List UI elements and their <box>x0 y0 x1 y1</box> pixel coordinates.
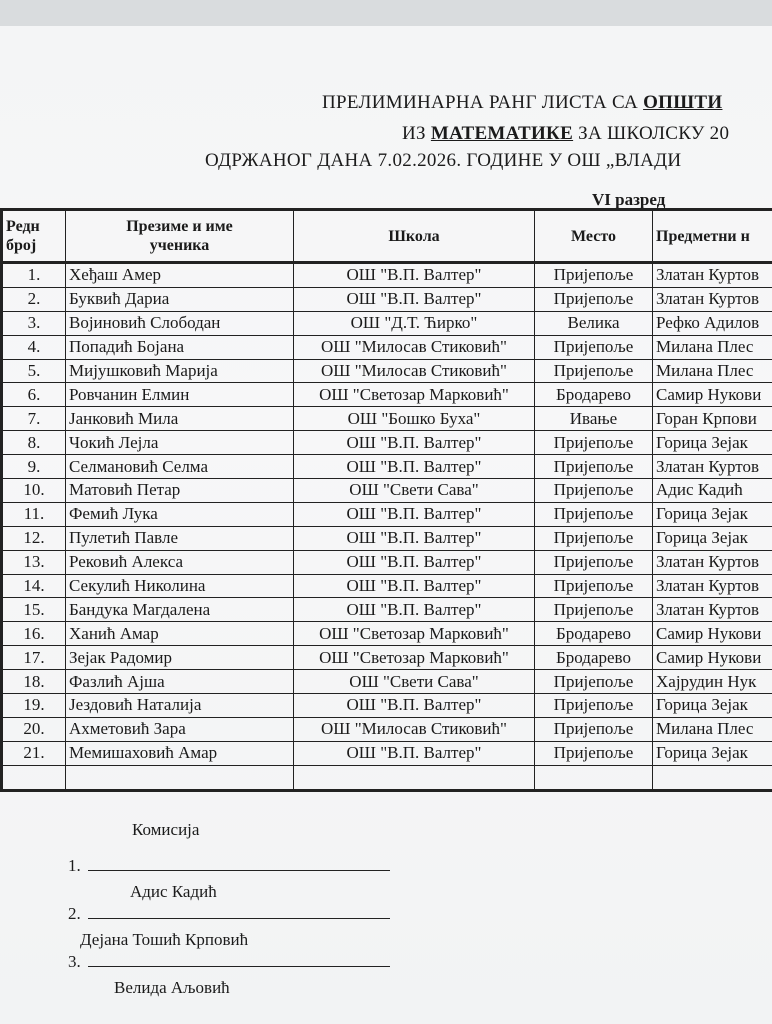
cell-place: Пријепоље <box>535 335 653 359</box>
cell-school: ОШ "В.П. Валтер" <box>294 694 535 718</box>
cell-no: 10. <box>2 479 66 503</box>
table-row <box>2 741 772 765</box>
cell-name: Пулетић Павле <box>66 526 294 550</box>
header-teacher: Предметни н <box>653 210 772 263</box>
cell-place: Бродарево <box>535 646 653 670</box>
signature-line-2: 2. <box>68 904 390 924</box>
table-row <box>2 526 772 550</box>
cell-name: Ахметовић Зара <box>66 717 294 741</box>
table-row <box>2 383 772 407</box>
cell-name: Секулић Николина <box>66 574 294 598</box>
cell-name <box>66 765 294 790</box>
cell-school: ОШ "В.П. Валтер" <box>294 431 535 455</box>
cell-place: Пријепоље <box>535 550 653 574</box>
commission-member-3: Велида Аљовић <box>114 978 230 997</box>
table-row <box>2 359 772 383</box>
cell-no: 20. <box>2 717 66 741</box>
cell-school <box>294 765 535 790</box>
cell-no: 3. <box>2 311 66 335</box>
cell-place: Пријепоље <box>535 479 653 503</box>
cell-name: Селмановић Селма <box>66 455 294 479</box>
cell-place: Ивање <box>535 407 653 431</box>
cell-teacher: Милана Плес <box>653 359 772 383</box>
cell-school: ОШ "Бошко Буха" <box>294 407 535 431</box>
cell-school: ОШ "В.П. Валтер" <box>294 263 535 288</box>
table-header-row <box>2 210 772 263</box>
header-line-3: ОДРЖАНОГ ДАНА 7.02.2026. ГОДИНЕ У ОШ „ВЛАДИ <box>205 150 682 171</box>
cell-name: Хеђаш Амер <box>66 263 294 288</box>
cell-no: 1. <box>2 263 66 288</box>
cell-teacher: Горица Зејак <box>653 431 772 455</box>
cell-school: ОШ "В.П. Валтер" <box>294 550 535 574</box>
cell-place: Пријепоље <box>535 502 653 526</box>
table-row <box>2 646 772 670</box>
cell-teacher: Милана Плес <box>653 335 772 359</box>
cell-teacher: Горица Зејак <box>653 741 772 765</box>
cell-teacher: Златан Куртов <box>653 263 772 288</box>
cell-no: 6. <box>2 383 66 407</box>
table-row <box>2 550 772 574</box>
cell-no: 12. <box>2 526 66 550</box>
cell-no: 21. <box>2 741 66 765</box>
cell-school: ОШ "Д.Т. Ћирко" <box>294 311 535 335</box>
header-name: Презиме и име ученика <box>66 210 294 263</box>
header-emph-competition: ОПШТИ <box>643 92 723 113</box>
header-place: Место <box>535 210 653 263</box>
cell-teacher: Милана Плес <box>653 717 772 741</box>
cell-no: 19. <box>2 694 66 718</box>
cell-name: Фемић Лука <box>66 502 294 526</box>
cell-place: Пријепоље <box>535 598 653 622</box>
cell-teacher: Самир Нукови <box>653 383 772 407</box>
table-row <box>2 694 772 718</box>
cell-school: ОШ "В.П. Валтер" <box>294 526 535 550</box>
table-row <box>2 502 772 526</box>
cell-teacher: Горица Зејак <box>653 694 772 718</box>
cell-school: ОШ "В.П. Валтер" <box>294 502 535 526</box>
header-school: Школа <box>294 210 535 263</box>
header-no: Редн број <box>2 210 66 263</box>
cell-no: 2. <box>2 287 66 311</box>
cell-place: Бродарево <box>535 383 653 407</box>
cell-place: Пријепоље <box>535 717 653 741</box>
cell-place: Пријепоље <box>535 526 653 550</box>
cell-place: Пријепоље <box>535 287 653 311</box>
table-row <box>2 622 772 646</box>
cell-place <box>535 765 653 790</box>
table-row <box>2 407 772 431</box>
cell-name: Матовић Петар <box>66 479 294 503</box>
cell-name: Бандука Магдалена <box>66 598 294 622</box>
header-emph-subject: МАТЕМАТИКЕ <box>430 123 574 144</box>
cell-teacher: Горица Зејак <box>653 502 772 526</box>
cell-school: ОШ "В.П. Валтер" <box>294 574 535 598</box>
commission-member-2: Дејана Тошић Крповић <box>80 930 249 949</box>
cell-place: Пријепоље <box>535 455 653 479</box>
cell-name: Фазлић Ајша <box>66 670 294 694</box>
cell-teacher: Самир Нукови <box>653 622 772 646</box>
cell-no: 13. <box>2 550 66 574</box>
table-row <box>2 455 772 479</box>
cell-name: Рековић Алекса <box>66 550 294 574</box>
signature-line-1: 1. <box>68 856 390 876</box>
cell-teacher: Горица Зејак <box>653 526 772 550</box>
cell-name: Зејак Радомир <box>66 646 294 670</box>
table-row <box>2 335 772 359</box>
cell-name: Мемишаховић Амар <box>66 741 294 765</box>
cell-teacher: Златан Куртов <box>653 598 772 622</box>
cell-no: 8. <box>2 431 66 455</box>
cell-teacher: Златан Куртов <box>653 287 772 311</box>
cell-no: 16. <box>2 622 66 646</box>
cell-school: ОШ "Светозар Марковић" <box>294 646 535 670</box>
table-row <box>2 670 772 694</box>
cell-no: 5. <box>2 359 66 383</box>
cell-no: 11. <box>2 502 66 526</box>
cell-school: ОШ "Милосав Стиковић" <box>294 359 535 383</box>
table-row <box>2 479 772 503</box>
cell-school: ОШ "Свети Сава" <box>294 479 535 503</box>
table-row <box>2 431 772 455</box>
signature-line-3: 3. <box>68 952 390 972</box>
commission-member-1: Адис Кадић <box>130 882 217 901</box>
cell-no: 15. <box>2 598 66 622</box>
cell-no <box>2 765 66 790</box>
cell-name: Ровчанин Елмин <box>66 383 294 407</box>
cell-school: ОШ "Светозар Марковић" <box>294 383 535 407</box>
cell-no: 17. <box>2 646 66 670</box>
cell-school: ОШ "В.П. Валтер" <box>294 741 535 765</box>
cell-no: 4. <box>2 335 66 359</box>
cell-teacher: Златан Куртов <box>653 574 772 598</box>
cell-place: Бродарево <box>535 622 653 646</box>
cell-name: Ханић Амар <box>66 622 294 646</box>
cell-school: ОШ "В.П. Валтер" <box>294 287 535 311</box>
cell-place: Пријепоље <box>535 263 653 288</box>
table-row <box>2 765 772 790</box>
cell-school: ОШ "В.П. Валтер" <box>294 598 535 622</box>
cell-no: 7. <box>2 407 66 431</box>
cell-no: 9. <box>2 455 66 479</box>
cell-name: Јездовић Наталија <box>66 694 294 718</box>
table-row <box>2 574 772 598</box>
cell-place: Пријепоље <box>535 359 653 383</box>
cell-teacher <box>653 765 772 790</box>
cell-place: Пријепоље <box>535 431 653 455</box>
cell-place: Пријепоље <box>535 741 653 765</box>
cell-name: Војиновић Слободан <box>66 311 294 335</box>
cell-teacher: Хајрудин Нук <box>653 670 772 694</box>
document-page <box>0 26 772 1024</box>
cell-teacher: Горан Крпови <box>653 407 772 431</box>
table-row <box>2 311 772 335</box>
cell-school: ОШ "Милосав Стиковић" <box>294 335 535 359</box>
commission-title: Комисија <box>132 820 200 839</box>
cell-school: ОШ "Светозар Марковић" <box>294 622 535 646</box>
cell-name: Јанковић Мила <box>66 407 294 431</box>
table-row <box>2 263 772 288</box>
cell-place: Пријепоље <box>535 670 653 694</box>
cell-place: Пријепоље <box>535 574 653 598</box>
cell-school: ОШ "В.П. Валтер" <box>294 455 535 479</box>
cell-name: Чокић Лејла <box>66 431 294 455</box>
ranking-table <box>0 208 772 792</box>
table-row <box>2 598 772 622</box>
table-row <box>2 287 772 311</box>
cell-teacher: Златан Куртов <box>653 455 772 479</box>
cell-name: Буквић Дариа <box>66 287 294 311</box>
cell-school: ОШ "Милосав Стиковић" <box>294 717 535 741</box>
cell-teacher: Рефко Адилов <box>653 311 772 335</box>
cell-name: Попадић Бојана <box>66 335 294 359</box>
cell-teacher: Златан Куртов <box>653 550 772 574</box>
table-row <box>2 717 772 741</box>
cell-teacher: Самир Нукови <box>653 646 772 670</box>
cell-place: Велика <box>535 311 653 335</box>
header-line-1: ПРЕЛИМИНАРНА РАНГ ЛИСТА СА ОПШТИ <box>322 92 723 113</box>
cell-school: ОШ "Свети Сава" <box>294 670 535 694</box>
cell-place: Пријепоље <box>535 694 653 718</box>
cell-teacher: Адис Кадић <box>653 479 772 503</box>
cell-no: 18. <box>2 670 66 694</box>
grade-label: VI разред <box>592 190 666 209</box>
cell-name: Мијушковић Марија <box>66 359 294 383</box>
cell-no: 14. <box>2 574 66 598</box>
header-line-2: ИЗ МАТЕМАТИКЕ ЗА ШКОЛСКУ 20 <box>402 123 730 144</box>
